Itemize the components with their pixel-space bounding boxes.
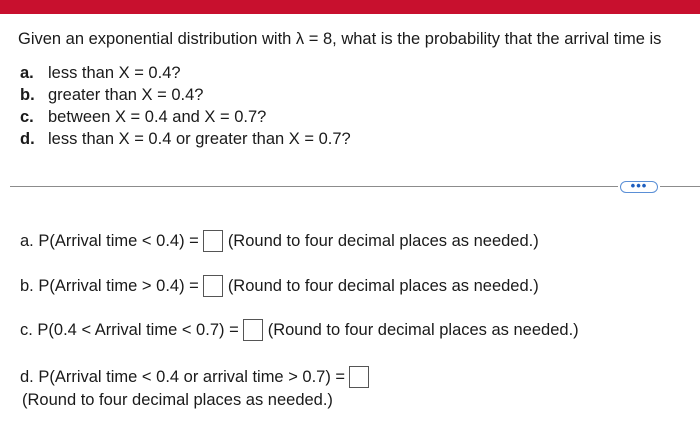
rounding-hint-b: (Round to four decimal places as needed.): [227, 276, 539, 295]
answer-input-b[interactable]: [203, 275, 223, 297]
part-text: greater than X = 0.4?: [48, 86, 204, 104]
part-text: between X = 0.4 and X = 0.7?: [48, 108, 267, 126]
part-letter: c.: [20, 108, 34, 126]
question-parts-list: [20, 64, 351, 152]
rounding-hint-d: (Round to four decimal places as needed.): [22, 391, 333, 409]
answer-label-b: b. P(Arrival time > 0.4) =: [20, 276, 199, 295]
part-letter: b.: [20, 86, 35, 104]
question-part-c: [20, 108, 351, 130]
answer-row-b: [20, 275, 539, 297]
question-part-a: [20, 64, 351, 86]
section-divider-right: [660, 186, 700, 187]
section-divider: [10, 186, 618, 187]
part-letter: a.: [20, 64, 34, 82]
answer-input-d[interactable]: [349, 366, 369, 388]
part-text: less than X = 0.4 or greater than X = 0.7?: [48, 130, 351, 148]
question-part-d: [20, 130, 351, 152]
question-part-b: [20, 86, 351, 108]
answer-label-c: c. P(0.4 < Arrival time < 0.7) =: [20, 320, 239, 339]
header-bar: [0, 0, 700, 14]
part-letter: d.: [20, 130, 35, 148]
rounding-hint-c: (Round to four decimal places as needed.): [267, 320, 579, 339]
answer-row-c: [20, 319, 579, 341]
more-options-button[interactable]: •••: [620, 181, 658, 193]
answer-input-c[interactable]: [243, 319, 263, 341]
answer-label-d: d. P(Arrival time < 0.4 or arrival time > 0.7) =: [20, 367, 346, 386]
answer-row-a: [20, 230, 539, 252]
question-stem: Given an exponential distribution with λ = 8, what is the probability that the arrival time is: [18, 30, 662, 48]
part-text: less than X = 0.4?: [48, 64, 181, 82]
answer-input-a[interactable]: [203, 230, 223, 252]
answer-label-a: a. P(Arrival time < 0.4) =: [20, 231, 199, 250]
rounding-hint-a: (Round to four decimal places as needed.): [227, 231, 539, 250]
answer-row-d: [20, 366, 373, 388]
